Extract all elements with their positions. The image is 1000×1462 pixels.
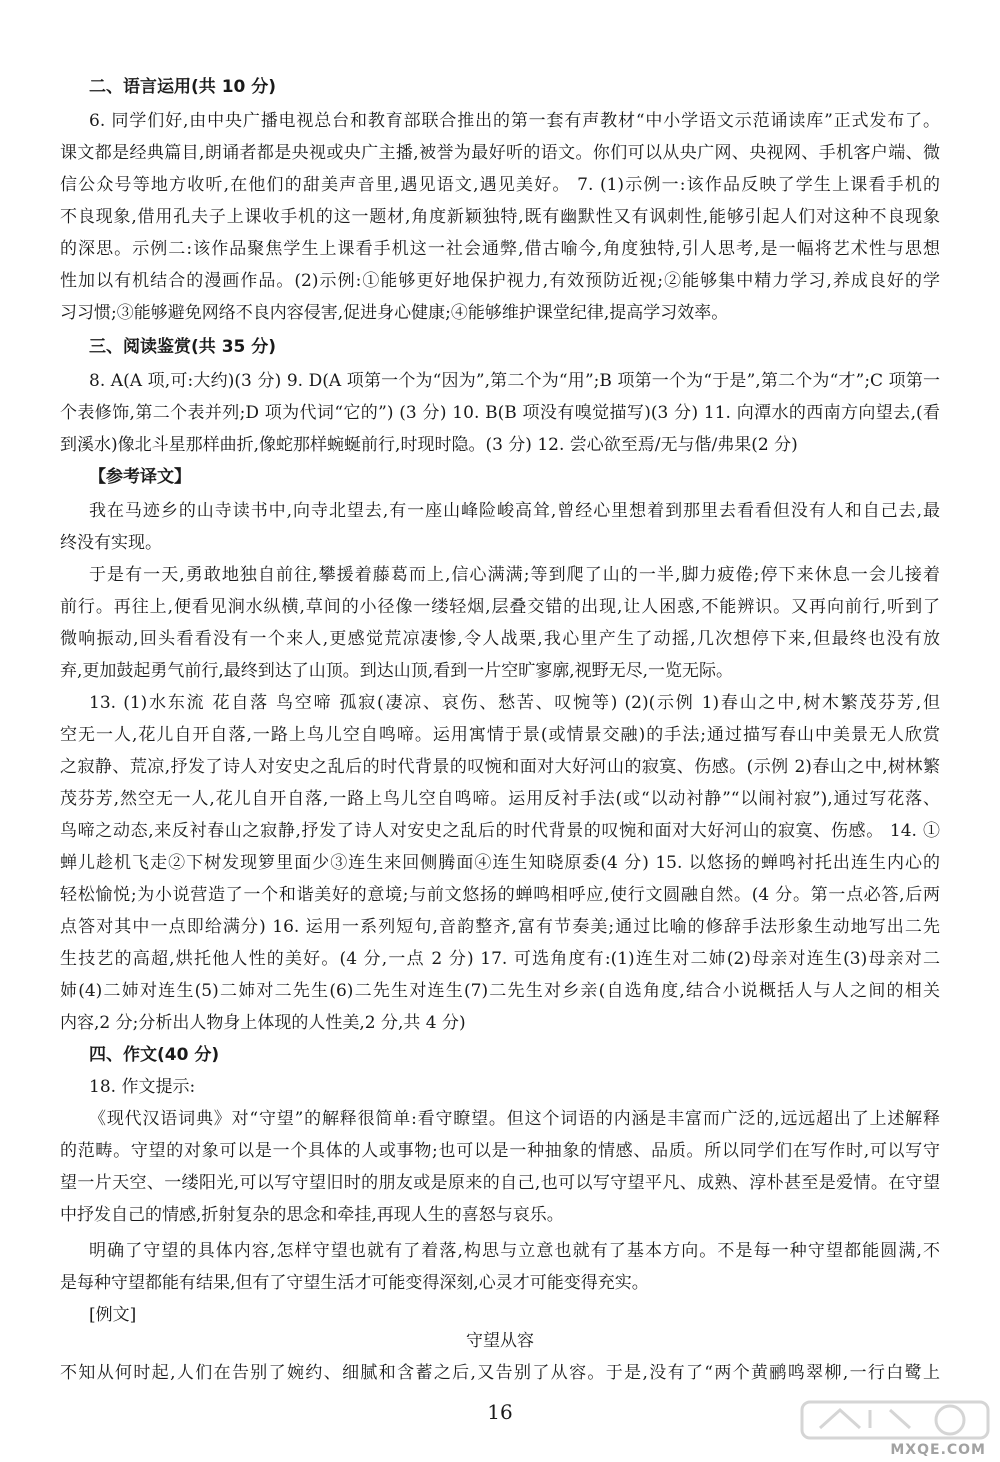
text-line: 鸟啼之动态,来反衬春山之寂静,抒发了诗人对安史之乱后的时代背景的叹惋和面对大好河山的寂寞、伤感。 14. ① [60,821,940,841]
text-line: 明确了守望的具体内容,怎样守望也就有了着落,构思与立意也就有了基本方向。不是每一种守望都能圆满,不 [89,1241,940,1261]
text-line: 我在马迹乡的山寺读书中,向寺北望去,有一座山峰险峻高耸,曾经心里想着到那里去看看但没有人和自己去,最 [89,501,940,521]
text-line: 轻松愉悦;为小说营造了一个和谐美好的意境;与前文悠扬的蝉鸣相呼应,使行文圆融自然。(4 分。第一点必答,后两 [60,885,940,905]
section-heading-language: 二、语言运用(共 10 分) [89,77,277,97]
text-line: 蝉儿趁机飞走②下树发现箩里面少③连生来回侧腾面④连生知晓原委(4 分) 15. 以悠扬的蝉鸣衬托出连生内心的 [60,853,940,873]
text-line: 不知从何时起,人们在告别了婉约、细腻和含蓄之后,又告别了从容。于是,没有了“两个黄鹂鸣翠柳,一行白鹭上 [60,1363,940,1383]
text-line: 不良现象,借用孔夫子上课收手机的这一题材,角度新颖独特,既有幽默性又有讽刺性,能够引起人们对这种不良现象 [60,207,940,227]
text-line: 13. (1)水东流 花自落 鸟空啼 孤寂(凄凉、哀伤、愁苦、叹惋等) (2)(示例 1)春山之中,树木繁茂芬芳,但 [89,693,940,713]
text-line: 8. A(A 项,可:大约)(3 分) 9. D(A 项第一个为“因为”,第二个为“用”;B 项第一个为“于是”,第二个为“才”;C 项第一 [89,371,940,391]
text-line: 于是有一天,勇敢地独自前往,攀援着藤葛而上,信心满满;等到爬了山的一半,脚力疲倦;停下来休息一会儿接着 [89,565,940,585]
text-line: 性加以有机结合的漫画作品。(2)示例:①能够更好地保护视力,有效预防近视;②能够集中精力学习,养成良好的学 [60,271,940,291]
text-line: 课文都是经典篇目,朗诵者都是央视或央广主播,被誉为最好听的语文。你们可以从央广网、央视网、手机客户端、微 [60,143,940,163]
text-line: 的范畴。守望的对象可以是一个具体的人或事物;也可以是一种抽象的情感、品质。所以同学们在写作时,可以写守 [60,1141,940,1161]
section-heading-reading: 三、阅读鉴赏(共 35 分) [89,337,277,357]
text-line: 习习惯;③能够避免网络不良内容侵害,促进身心健康;④能够维护课堂纪律,提高学习效率。 [60,303,729,323]
text-line: 信公众号等地方收听,在他们的甜美声音里,遇见语文,遇见美好。 7. (1)示例一:该作品反映了学生上课看手机的 [60,175,940,195]
text-line: 前行。再往上,便看见涧水纵横,草间的小径像一缕轻烟,层叠交错的出现,让人困惑,不能辨识。又再向前行,听到了 [60,597,940,617]
text-line: 个表修饰,第二个表并列;D 项为代词“它的”) (3 分) 10. B(B 项没有嗅觉描写)(3 分) 11. 向潭水的西南方向望去,(看 [60,403,940,423]
text-line: 是每种守望都能有结果,但有了守望生活才可能变得深刻,心灵才可能变得充实。 [60,1273,649,1293]
text-line: 之寂静、荒凉,抒发了诗人对安史之乱后的时代背景的叹惋和面对大好河山的寂寞、伤感。(示例 2)春山之中,树林繁 [60,757,940,777]
text-line: 茂芬芳,然空无一人,花儿自开自落,一路上鸟儿空自鸣啼。运用反衬手法(或“以动衬静”“以闹衬寂”),通过写花落、 [60,789,940,809]
text-line: 18. 作文提示: [89,1077,196,1097]
watermark-text: MXQE.COM [890,1442,986,1458]
text-line: 点答对其中一点即给满分) 16. 运用一系列短句,音韵整齐,富有节奏美;通过比喻的修辞手法形象生动地写出二先 [60,917,940,937]
text-line: 到溪水)像北斗星那样曲折,像蛇那样蜿蜒前行,时现时隐。(3 分) 12. 尝心欲至焉/无与偕/弗果(2 分) [60,435,798,455]
page-number: 16 [487,1400,513,1424]
text-line: 内容,2 分;分析出人物身上体现的人性美,2 分,共 4 分) [60,1013,466,1033]
example-essay-label: [例文] [89,1305,137,1325]
section-heading-composition: 四、作文(40 分) [89,1045,220,1065]
text-line: 《现代汉语词典》对“守望”的解释很简单:看守瞭望。但这个词语的内涵是丰富而广泛的,远远超出了上述解释 [89,1109,940,1129]
text-line: 生技艺的高超,烘托他人性的美好。(4 分,一点 2 分) 17. 可选角度有:(1)连生对二姉(2)母亲对连生(3)母亲对二 [60,949,940,969]
text-line: 姉(4)二姉对连生(5)二姉对二先生(6)二先生对连生(7)二先生对乡亲(自选角度,结合小说概括人与人之间的相关 [60,981,940,1001]
essay-title: 守望从容 [466,1331,534,1351]
text-line: 的深思。示例二:该作品聚焦学生上课看手机这一社会通弊,借古喻今,角度独特,引人思考,是一幅将艺术性与思想 [60,239,940,259]
text-line: 空无一人,花儿自开自落,一路上鸟儿空自鸣啼。运用寓情于景(或情景交融)的手法;通过描写春山中美景无人欣赏 [60,725,940,745]
text-line: 微响振动,回头看看没有一个来人,更感觉荒凉凄惨,令人战栗,我心里产生了动摇,几次想停下来,但最终也没有放 [60,629,940,649]
text-line: 中抒发自己的情感,折射复杂的思念和牵挂,再现人生的喜怒与哀乐。 [60,1205,564,1225]
reference-translation-heading: 【参考译文】 [89,467,191,487]
text-line: 望一片天空、一缕阳光,可以写守望旧时的朋友或是原来的自己,也可以写守望平凡、成熟、淳朴甚至是爱情。在守望 [60,1173,940,1193]
text-line: 弃,更加鼓起勇气前行,最终到达了山顶。到达山顶,看到一片空旷寥廓,视野无尽,一览无际。 [60,661,734,681]
text-line: 终没有实现。 [60,533,162,553]
text-line: 6. 同学们好,由中央广播电视总台和教育部联合推出的第一套有声教材“中小学语文示范诵读库”正式发布了。 [89,111,940,131]
